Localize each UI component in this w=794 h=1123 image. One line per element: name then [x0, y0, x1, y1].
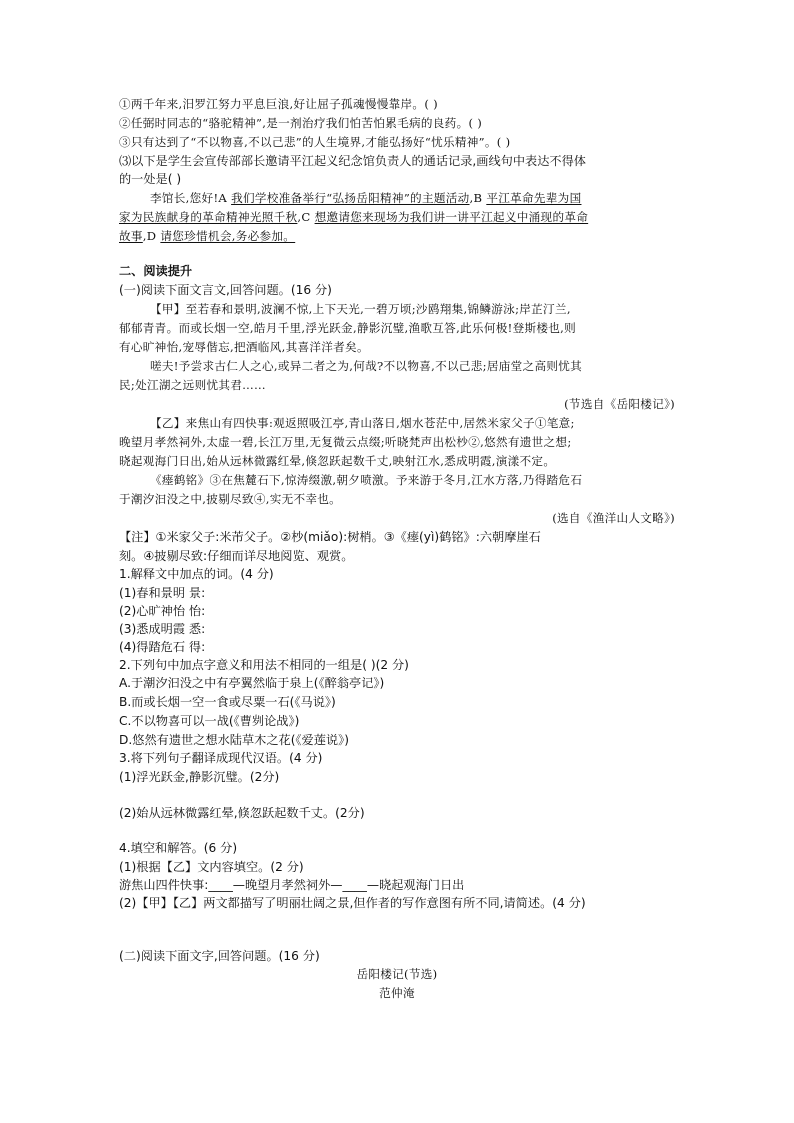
- question-3-item2: (2)始从远林微露红晕,倏忽跃起数千丈。(2分): [119, 806, 365, 820]
- option-3: ③只有达到了“不以物喜,不以己悲”的人生境界,才能弘扬好“忧乐精神”。( ): [119, 135, 511, 149]
- question-2-title: 2.下列句中加点字意义和用法不相同的一组是( )(2 分): [119, 658, 409, 672]
- call-sentence-b: 平江革命先辈为国: [486, 191, 582, 205]
- passage-yi-line4: 《瘗鹤铭》③在焦麓石下,惊涛缀激,朝夕喷激。予来游于冬月,江水方落,乃得踏危石: [150, 473, 583, 487]
- option-2: ②任弼时同志的“骆驼精神”,是一剂治疗我们怕苦怕累毛病的良药。( ): [119, 116, 483, 130]
- note-line2: 刻。④披剔尽致:仔细而详尽地阅览、观赏。: [119, 549, 354, 563]
- question-3-line1: ⑶以下是学生会宣传部部长邀请平江起义纪念馆负责人的通话记录,画线句中表达不得体: [119, 154, 586, 168]
- call-sentence-a: 我们学校准备举行“弘扬岳阳精神”的主题活动: [231, 191, 470, 205]
- passage-jia-source: (节选自《岳阳楼记》): [564, 397, 675, 411]
- question-1-item3: (3)悉成明霞 悉:: [119, 622, 206, 636]
- question-3-title: 3.将下列句子翻译成现代汉语。(4 分): [119, 751, 323, 765]
- call-sep-d: ,D: [142, 229, 161, 243]
- call-record-line2: [119, 209, 588, 226]
- passage-yi-source: (选自《渔洋山人文略》): [552, 511, 675, 525]
- question-2-option-d: D.悠然有遗世之想水陆草木之花(《爱莲说》): [119, 733, 349, 747]
- passage-jia-line1: 【甲】至若春和景明,波澜不惊,上下天光,一碧万顷;沙鸥翔集,锦鳞游泳;岸芷汀兰,: [150, 302, 571, 316]
- question-4-item2: (2)【甲】【乙】两文都描写了明丽壮阔之景,但作者的写作意图有所不同,请简述。(4 分): [119, 896, 586, 910]
- call-sentence-c-cont: 故事: [119, 229, 143, 243]
- question-1-item2: (2)心旷神怡 怡:: [119, 604, 206, 618]
- question-4-item1: (1)根据【乙】文内容填空。(2 分): [119, 860, 304, 874]
- passage-jia-line5: 民;处江湖之远则忧其君……: [119, 378, 266, 392]
- passage-jia-line2: 郁郁青青。而或长烟一空,皓月千里,浮光跃金,静影沉璧,渔歌互答,此乐何极!登斯楼也,则: [119, 321, 577, 335]
- passage-yi-line3: 晓起观海门日出,始从远林微露红晕,倏忽跃起数千丈,映射江水,悉成明霞,演漾不定。: [119, 454, 556, 468]
- passage-jia-line4: 嗟夫!予尝求古仁人之心,或异二者之为,何哉?不以物喜,不以己悲;居庙堂之高则忧其: [150, 359, 583, 373]
- call-greeting: 李馆长,您好!A: [150, 191, 232, 205]
- question-1-title: 1.解释文中加点的词。(4 分): [119, 567, 274, 581]
- subsection-2-title: (二)阅读下面文字,回答问题。(16 分): [119, 949, 320, 963]
- passage-jia-line3: 有心旷神怡,宠辱偕忘,把酒临风,其喜洋洋者矣。: [119, 340, 369, 354]
- question-3-line2: 的一处是( ): [119, 172, 182, 186]
- note-line1: 【注】①米家父子:米芾父子。②杪(miǎo):树梢。③《瘗(yì)鹤铭》:六朝摩崖石: [119, 530, 541, 544]
- call-sentence-b-cont: 家为民族献身的革命精神光照千秋: [119, 210, 298, 224]
- question-1-item4: (4)得踏危石 得:: [119, 640, 206, 654]
- question-1-item1: (1)春和景明 景:: [119, 586, 206, 600]
- passage-yi-line2: 晚望月孝然祠外,太虚一碧,长江万里,无复微云点缀;听晓梵声出松杪②,悠然有遗世之想;: [119, 435, 572, 449]
- question-2-option-b: B.而或长烟一空一食或尽粟一石(《马说》): [119, 695, 336, 709]
- question-2-option-a: A.于潮汐汩没之中有亭翼然临于泉上(《醉翁亭记》): [119, 676, 385, 690]
- passage-title: 岳阳楼记(节选): [356, 967, 438, 981]
- call-sep-b: ,B: [469, 191, 487, 205]
- passage-yi-line1: 【乙】来焦山有四快事:观返照吸江亭,青山落日,烟水苍茫中,居然米家父子①笔意;: [150, 416, 575, 430]
- call-sep-c: ,C: [297, 210, 315, 224]
- question-3-item1: (1)浮光跃金,静影沉璧。(2分): [119, 770, 280, 784]
- question-2-option-c: C.不以物喜可以一战(《曹刿论战》): [119, 714, 300, 728]
- call-record-line1: [150, 190, 581, 207]
- call-sentence-c: 想邀请您来现场为我们讲一讲平江起义中涌现的革命: [314, 210, 589, 224]
- question-4-title: 4.填空和解答。(6 分): [119, 841, 238, 855]
- passage-author: 范仲淹: [379, 986, 415, 1000]
- call-record-line3: [119, 228, 295, 245]
- option-1: ①两千年来,汨罗江努力平息巨浪,好让屈子孤魂慢慢靠岸。( ): [119, 97, 438, 111]
- subsection-1-title: (一)阅读下面文言文,回答问题。(16 分): [119, 283, 332, 297]
- question-4-fill: 游焦山四件快事:____—晚望月孝然祠外—____—晓起观海门日出: [119, 878, 465, 892]
- call-sentence-d: 请您珍惜机会,务必参加。: [160, 229, 296, 243]
- passage-yi-line5: 于潮汐汩没之中,披剔尽致④,实无不幸也。: [119, 492, 342, 506]
- section-heading: 二、阅读提升: [119, 264, 193, 278]
